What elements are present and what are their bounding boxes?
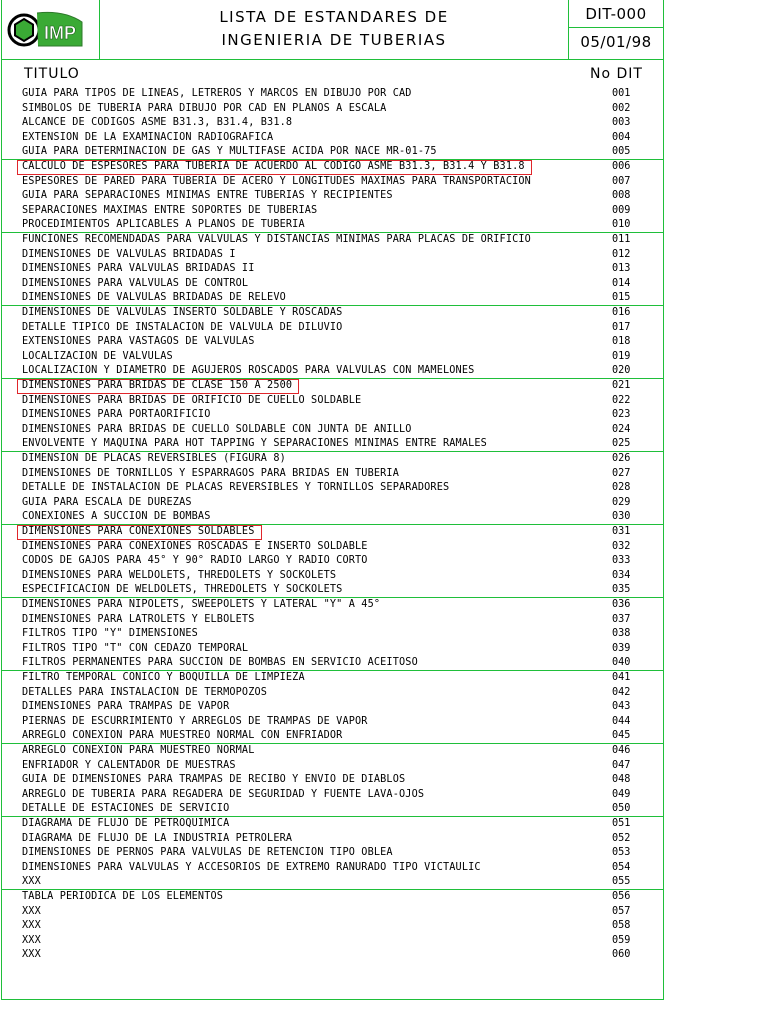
- standard-title: DIMENSIONES DE TORNILLOS Y ESPARRAGOS PARA BRIDAS EN TUBERIA: [22, 467, 400, 479]
- standard-number: 020: [612, 365, 631, 377]
- standard-number: 007: [612, 175, 631, 187]
- standard-title: CONEXIONES A SUCCION DE BOMBAS: [22, 511, 211, 523]
- standard-row: [0, 234, 664, 249]
- standard-number: 003: [612, 117, 631, 129]
- standard-number: 046: [612, 745, 631, 756]
- standard-title: DIMENSIONES PARA VALVULAS Y ACCESORIOS DE EXTREMO RANURADO TIPO VICTAULIC: [22, 861, 481, 873]
- highlight-box: [17, 379, 299, 394]
- standard-number: 010: [612, 219, 631, 231]
- standard-title: TABLA PERIODICA DE LOS ELEMENTOS: [22, 891, 224, 902]
- standard-number: 016: [612, 307, 631, 318]
- standard-title: DETALLE DE ESTACIONES DE SERVICIO: [22, 803, 230, 815]
- standard-number: 032: [612, 540, 631, 552]
- document-code: DIT-000: [585, 5, 647, 23]
- standard-title: FILTRO TEMPORAL CONICO Y BOQUILLA DE LIMPIEZA: [22, 672, 305, 683]
- standard-number: 039: [612, 642, 631, 654]
- standard-title: GUIA PARA TIPOS DE LINEAS, LETREROS Y MARCOS EN DIBUJO POR CAD: [22, 88, 412, 99]
- standard-title: GUIA PARA DETERMINACION DE GAS Y MULTIFASE ACIDA POR NACE MR-01-75: [22, 146, 437, 158]
- standard-number: 060: [612, 949, 631, 961]
- standard-number: 009: [612, 204, 631, 216]
- standard-title: GUIA PARA SEPARACIONES MINIMAS ENTRE TUBERIAS Y RECIPIENTES: [22, 190, 393, 202]
- standard-row: [0, 833, 664, 848]
- standard-row: [0, 176, 664, 191]
- standard-title: EXTENSIONES PARA VASTAGOS DE VALVULAS: [22, 336, 255, 348]
- document-title-line1: LISTA DE ESTANDARES DE: [219, 8, 449, 26]
- standard-number: 054: [612, 861, 631, 873]
- standard-number: 030: [612, 511, 631, 523]
- standard-number: 005: [612, 146, 631, 158]
- standard-number: 034: [612, 569, 631, 581]
- standard-row: [0, 949, 664, 964]
- standard-title: GUIA DE DIMENSIONES PARA TRAMPAS DE RECIBO Y ENVIO DE DIABLOS: [22, 774, 406, 786]
- standard-row: [0, 307, 664, 322]
- standard-number: 049: [612, 788, 631, 800]
- standard-number: 008: [612, 190, 631, 202]
- imp-logo: [4, 8, 94, 50]
- standard-row: [0, 716, 664, 731]
- standard-title: DIAGRAMA DE FLUJO DE PETROQUIMICA: [22, 818, 230, 829]
- standard-title: ENFRIADOR Y CALENTADOR DE MUESTRAS: [22, 759, 236, 771]
- standard-number: 041: [612, 672, 631, 683]
- standard-row: [0, 497, 664, 512]
- standard-title: DIMENSIONES PARA TRAMPAS DE VAPOR: [22, 701, 230, 713]
- standard-number: 042: [612, 686, 631, 698]
- standard-title: SIMBOLOS DE TUBERIA PARA DIBUJO POR CAD EN PLANOS A ESCALA: [22, 102, 387, 114]
- standard-title: XXX: [22, 876, 41, 888]
- standard-number: 004: [612, 131, 631, 143]
- standard-number: 043: [612, 701, 631, 713]
- standard-row: [0, 862, 664, 877]
- standard-row: [0, 570, 664, 585]
- standard-title: XXX: [22, 949, 41, 961]
- standard-title: SEPARACIONES MAXIMAS ENTRE SOPORTES DE TUBERIAS: [22, 204, 318, 216]
- standard-number: 058: [612, 920, 631, 932]
- standard-number: 027: [612, 467, 631, 479]
- standard-row: [0, 409, 664, 424]
- standard-number: 022: [612, 394, 631, 406]
- standard-title: FUNCIONES RECOMENDADAS PARA VALVULAS Y DISTANCIAS MINIMAS PARA PLACAS DE ORIFICIO: [22, 234, 531, 245]
- standard-title: DIMENSIONES PARA LATROLETS Y ELBOLETS: [22, 613, 255, 625]
- standard-row: [0, 818, 664, 833]
- standard-title: DIMENSIONES PARA WELDOLETS, THREDOLETS Y SOCKOLETS: [22, 569, 337, 581]
- standard-number: 045: [612, 730, 631, 742]
- standard-title: DIMENSIONES PARA VALVULAS DE CONTROL: [22, 277, 249, 289]
- standard-row: [0, 599, 664, 614]
- standard-title: DIMENSIONES DE PERNOS PARA VALVULAS DE RETENCION TIPO OBLEA: [22, 847, 393, 859]
- standard-title: DIMENSIONES DE VALVULAS INSERTO SOLDABLE Y ROSCADAS: [22, 307, 343, 318]
- standard-number: 050: [612, 803, 631, 815]
- standard-title: PROCEDIMIENTOS APLICABLES A PLANOS DE TUBERIA: [22, 219, 305, 231]
- standard-number: 031: [612, 526, 631, 537]
- standard-number: 001: [612, 88, 631, 99]
- standard-title: ARREGLO DE TUBERIA PARA REGADERA DE SEGURIDAD Y FUENTE LAVA-OJOS: [22, 788, 425, 800]
- standard-title: DIMENSION DE PLACAS REVERSIBLES (FIGURA 8): [22, 453, 286, 464]
- standard-number: 029: [612, 496, 631, 508]
- standard-number: 024: [612, 423, 631, 435]
- standard-number: 035: [612, 584, 631, 596]
- standard-row: [0, 774, 664, 789]
- standard-number: 021: [612, 380, 631, 391]
- standard-row: [0, 263, 664, 278]
- column-header-number: No DIT: [590, 66, 643, 82]
- standard-row: [0, 847, 664, 862]
- standard-row: [0, 249, 664, 264]
- standard-number: 018: [612, 336, 631, 348]
- standard-row: [0, 920, 664, 935]
- standard-title: XXX: [22, 934, 41, 946]
- standard-row: [0, 117, 664, 132]
- standard-row: [0, 278, 664, 293]
- standard-row: [0, 541, 664, 556]
- standard-row: [0, 906, 664, 921]
- standard-title: LOCALIZACION Y DIAMETRO DE AGUJEROS ROSCADOS PARA VALVULAS CON MAMELONES: [22, 365, 475, 377]
- standard-number: 052: [612, 832, 631, 844]
- standard-title: CALCULO DE ESPESORES PARA TUBERIA DE ACUERDO AL CODIGO ASME B31.3, B31.4 Y B31.8: [22, 161, 525, 172]
- standard-title: DETALLE DE INSTALACION DE PLACAS REVERSIBLES Y TORNILLOS SEPARADORES: [22, 482, 450, 494]
- standard-number: 017: [612, 321, 631, 333]
- standard-number: 002: [612, 102, 631, 114]
- standard-title: DIMENSIONES PARA NIPOLETS, SWEEPOLETS Y LATERAL "Y" A 45°: [22, 599, 381, 610]
- standard-number: 038: [612, 628, 631, 640]
- standard-title: ALCANCE DE CODIGOS ASME B31.3, B31.4, B31.8: [22, 117, 293, 129]
- standard-number: 026: [612, 453, 631, 464]
- standard-title: DIAGRAMA DE FLUJO DE LA INDUSTRIA PETROLERA: [22, 832, 293, 844]
- standard-number: 015: [612, 292, 631, 304]
- highlight-box: [17, 160, 532, 175]
- standard-number: 055: [612, 876, 631, 888]
- standard-row: [0, 395, 664, 410]
- standard-title: FILTROS PERMANENTES PARA SUCCION DE BOMBAS EN SERVICIO ACEITOSO: [22, 657, 418, 669]
- standard-title: GUIA PARA ESCALA DE DUREZAS: [22, 496, 192, 508]
- standard-number: 025: [612, 438, 631, 450]
- standard-number: 033: [612, 555, 631, 567]
- standard-row: [0, 205, 664, 220]
- document-date: 05/01/98: [580, 33, 652, 51]
- standard-row: [0, 555, 664, 570]
- standard-title: DIMENSIONES PARA BRIDAS DE ORIFICIO DE CUELLO SOLDABLE: [22, 394, 362, 406]
- standard-row: [0, 88, 664, 103]
- standard-title: DIMENSIONES PARA BRIDAS DE CUELLO SOLDABLE CON JUNTA DE ANILLO: [22, 423, 412, 435]
- standard-title: DIMENSIONES DE VALVULAS BRIDADAS I: [22, 248, 236, 260]
- standard-row: [0, 643, 664, 658]
- standard-number: 051: [612, 818, 631, 829]
- standard-title: DIMENSIONES PARA CONEXIONES ROSCADAS E INSERTO SOLDABLE: [22, 540, 368, 552]
- standard-row: [0, 468, 664, 483]
- standard-title: XXX: [22, 920, 41, 932]
- standard-row: [0, 701, 664, 716]
- standard-title: CODOS DE GAJOS PARA 45° Y 90° RADIO LARGO Y RADIO CORTO: [22, 555, 368, 567]
- standard-row: [0, 482, 664, 497]
- standard-title: DIMENSIONES PARA PORTAORIFICIO: [22, 409, 211, 421]
- standard-row: [0, 132, 664, 147]
- standard-number: 011: [612, 234, 631, 245]
- standard-number: 036: [612, 599, 631, 610]
- standard-title: DIMENSIONES PARA VALVULAS BRIDADAS II: [22, 263, 255, 275]
- standard-number: 037: [612, 613, 631, 625]
- standard-title: DIMENSIONES PARA CONEXIONES SOLDABLES: [22, 526, 255, 537]
- standard-number: 048: [612, 774, 631, 786]
- standard-row: [0, 322, 664, 337]
- standard-title: ARREGLO CONEXION PARA MUESTREO NORMAL CON ENFRIADOR: [22, 730, 343, 742]
- header-bottom-line: [1, 59, 664, 60]
- standard-number: 040: [612, 657, 631, 669]
- logo-text: IMP: [44, 23, 77, 43]
- standard-number: 053: [612, 847, 631, 859]
- standard-number: 012: [612, 248, 631, 260]
- standard-title: ESPESORES DE PARED PARA TUBERIA DE ACERO Y LONGITUDES MAXIMAS PARA TRANSPORTACION: [22, 175, 531, 187]
- standard-number: 019: [612, 350, 631, 362]
- standard-row: [0, 351, 664, 366]
- standard-number: 023: [612, 409, 631, 421]
- standard-row: [0, 336, 664, 351]
- standard-row: [0, 628, 664, 643]
- standard-title: FILTROS TIPO "T" CON CEDAZO TEMPORAL: [22, 642, 249, 654]
- standard-row: [0, 760, 664, 775]
- standard-number: 006: [612, 161, 631, 172]
- standard-row: [0, 745, 664, 760]
- standard-number: 059: [612, 934, 631, 946]
- standard-number: 056: [612, 891, 631, 902]
- standard-row: [0, 891, 664, 906]
- standard-row: [0, 935, 664, 950]
- standard-row: [0, 672, 664, 687]
- standard-number: 013: [612, 263, 631, 275]
- standard-row: [0, 687, 664, 702]
- standard-title: ARREGLO CONEXION PARA MUESTREO NORMAL: [22, 745, 255, 756]
- standard-row: [0, 789, 664, 804]
- document-title-line2: INGENIERIA DE TUBERIAS: [221, 31, 447, 49]
- standard-title: ENVOLVENTE Y MAQUINA PARA HOT TAPPING Y SEPARACIONES MINIMAS ENTRE RAMALES: [22, 438, 487, 450]
- standard-title: DETALLE TIPICO DE INSTALACION DE VALVULA DE DILUVIO: [22, 321, 343, 333]
- standard-title: LOCALIZACION DE VALVULAS: [22, 350, 173, 362]
- standard-title: PIERNAS DE ESCURRIMIENTO Y ARREGLOS DE TRAMPAS DE VAPOR: [22, 715, 368, 727]
- standard-title: DIMENSIONES DE VALVULAS BRIDADAS DE RELEVO: [22, 292, 286, 304]
- standard-title: XXX: [22, 905, 41, 917]
- standard-title: ESPECIFICACION DE WELDOLETS, THREDOLETS Y SOCKOLETS: [22, 584, 343, 596]
- standard-title: EXTENSION DE LA EXAMINACION RADIOGRAFICA: [22, 131, 274, 143]
- standard-row: [0, 453, 664, 468]
- standard-title: FILTROS TIPO "Y" DIMENSIONES: [22, 628, 198, 640]
- standard-number: 044: [612, 715, 631, 727]
- standard-row: [0, 103, 664, 118]
- standard-number: 028: [612, 482, 631, 494]
- standard-number: 047: [612, 759, 631, 771]
- highlight-box: [17, 525, 262, 540]
- standard-title: DIMENSIONES PARA BRIDAS DE CLASE 150 A 2500: [22, 380, 293, 391]
- standard-row: [0, 190, 664, 205]
- standard-row: [0, 614, 664, 629]
- column-header-title: TITULO: [24, 66, 80, 82]
- standard-title: DETALLES PARA INSTALACION DE TERMOPOZOS: [22, 686, 268, 698]
- standard-number: 014: [612, 277, 631, 289]
- standard-row: [0, 424, 664, 439]
- header-divider-code: [568, 27, 664, 28]
- standard-number: 057: [612, 905, 631, 917]
